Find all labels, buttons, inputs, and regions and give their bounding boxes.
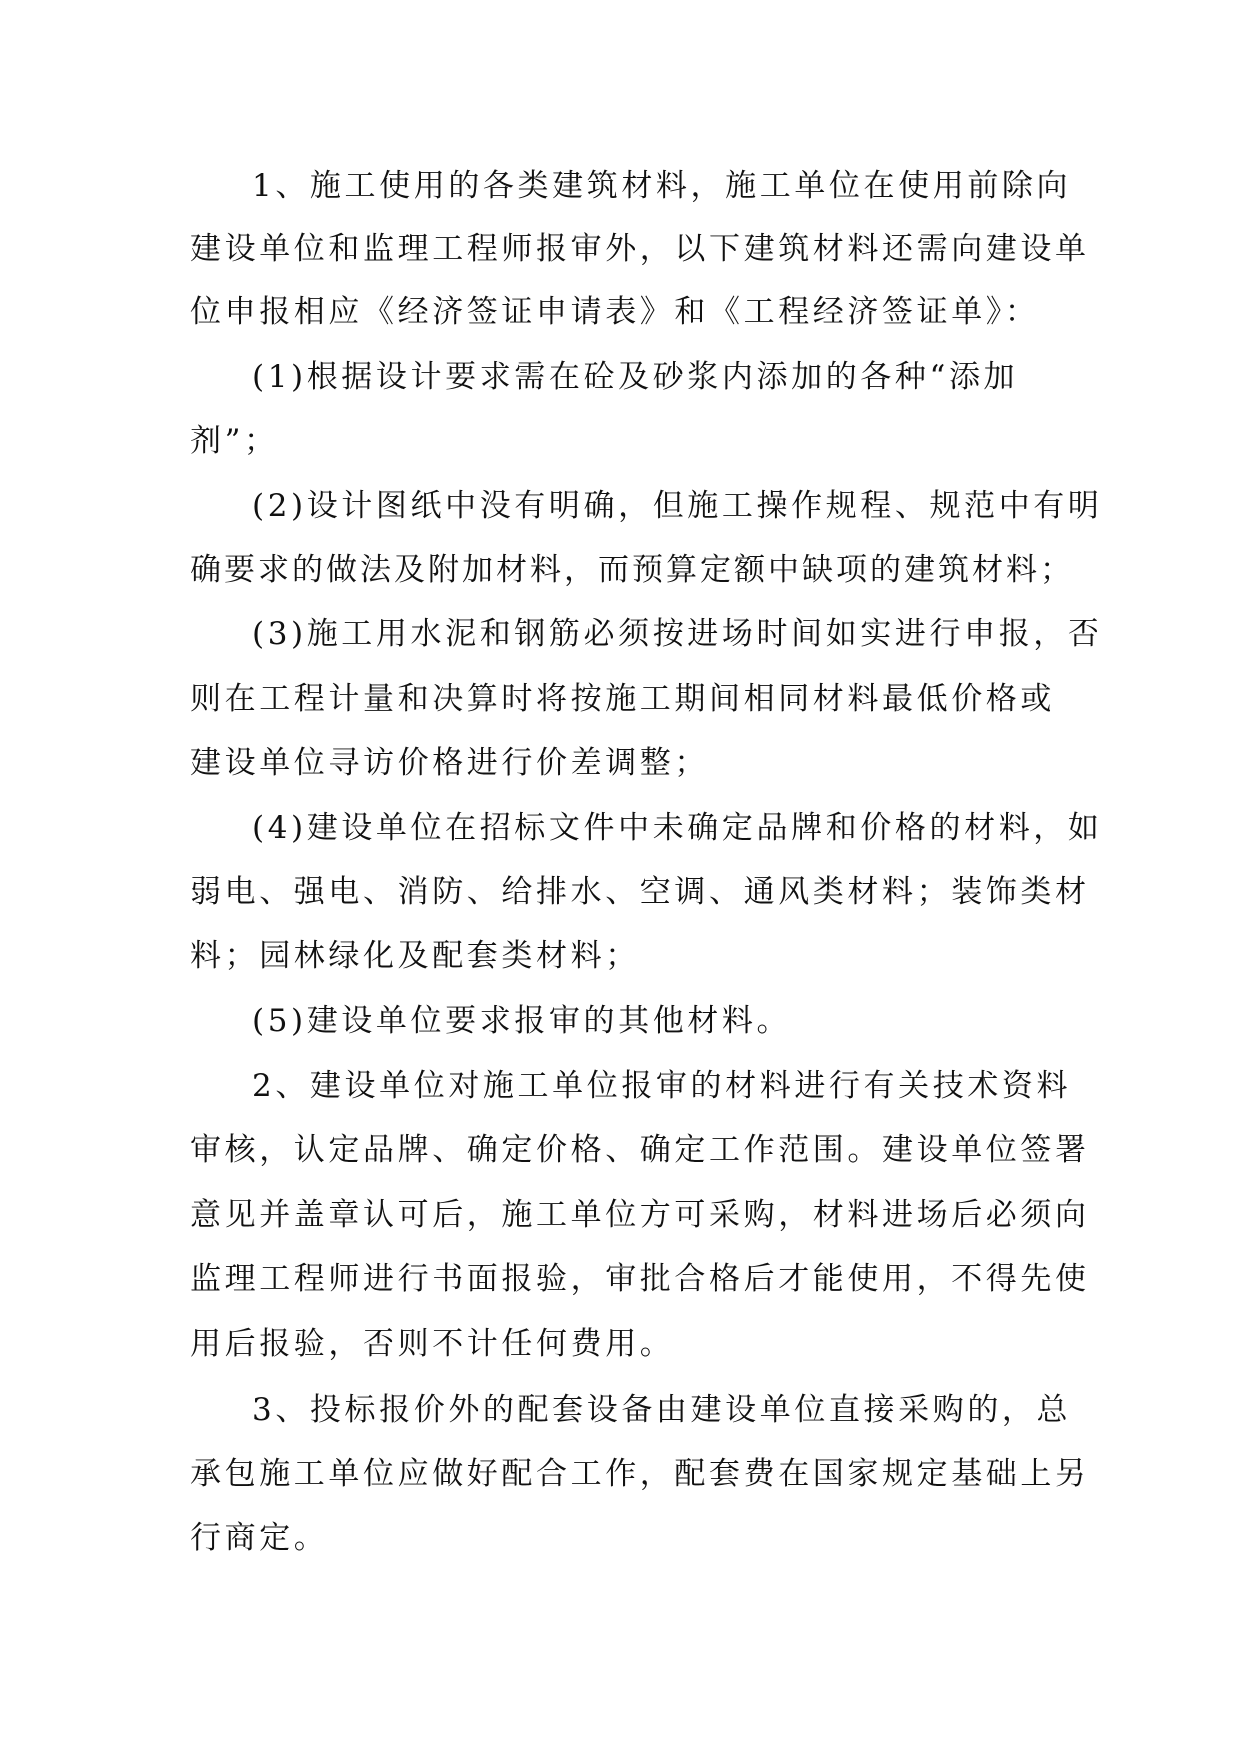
item-1-line-2: 剂”； [190, 423, 279, 459]
item-4-line-3: 料；园林绿化及配套类材料； [190, 938, 640, 974]
item-3-line-2: 则在工程计量和决算时将按施工期间相同材料最低价格或 [190, 681, 1055, 717]
item-3-line-3: 建设单位寻访价格进行价差调整； [190, 745, 709, 781]
para-1-line-3: 位申报相应《经济签证申请表》和《工程经济签证单》： [190, 294, 1040, 330]
item-5-line-1: (5)建设单位要求报审的其他材料。 [252, 1003, 792, 1039]
item-2-line-2: 确要求的做法及附加材料，而预算定额中缺项的建筑材料； [190, 552, 1074, 588]
para-3-line-3: 行商定。 [190, 1520, 329, 1556]
para-2-line-2: 审核，认定品牌、确定价格、确定工作范围。建设单位签署 [190, 1132, 1090, 1168]
para-2-line-3: 意见并盖章认可后，施工单位方可采购，材料进场后必须向 [190, 1197, 1090, 1233]
para-2-line-5: 用后报验，否则不计任何费用。 [190, 1326, 675, 1362]
para-3-line-2: 承包施工单位应做好配合工作，配套费在国家规定基础上另 [190, 1456, 1090, 1492]
item-3-line-1: (3)施工用水泥和钢筋必须按进场时间如实进行申报，否 [252, 616, 1103, 652]
para-2-line-4: 监理工程师进行书面报验，审批合格后才能使用，不得先使 [190, 1261, 1090, 1297]
item-4-line-2: 弱电、强电、消防、给排水、空调、通风类材料；装饰类材 [190, 874, 1090, 910]
para-2-line-1: 2、建设单位对施工单位报审的材料进行有关技术资料 [252, 1068, 1072, 1104]
item-2-line-1: (2)设计图纸中没有明确，但施工操作规程、规范中有明 [252, 488, 1103, 524]
item-4-line-1: (4)建设单位在招标文件中未确定品牌和价格的材料，如 [252, 810, 1103, 846]
para-1-line-2: 建设单位和监理工程师报审外，以下建筑材料还需向建设单 [190, 231, 1090, 267]
para-3-line-1: 3、投标报价外的配套设备由建设单位直接采购的，总 [252, 1392, 1072, 1428]
item-1-line-1: (1)根据设计要求需在砼及砂浆内添加的各种“添加 [252, 359, 1019, 395]
para-1-line-1: 1、施工使用的各类建筑材料，施工单位在使用前除向 [252, 168, 1072, 204]
